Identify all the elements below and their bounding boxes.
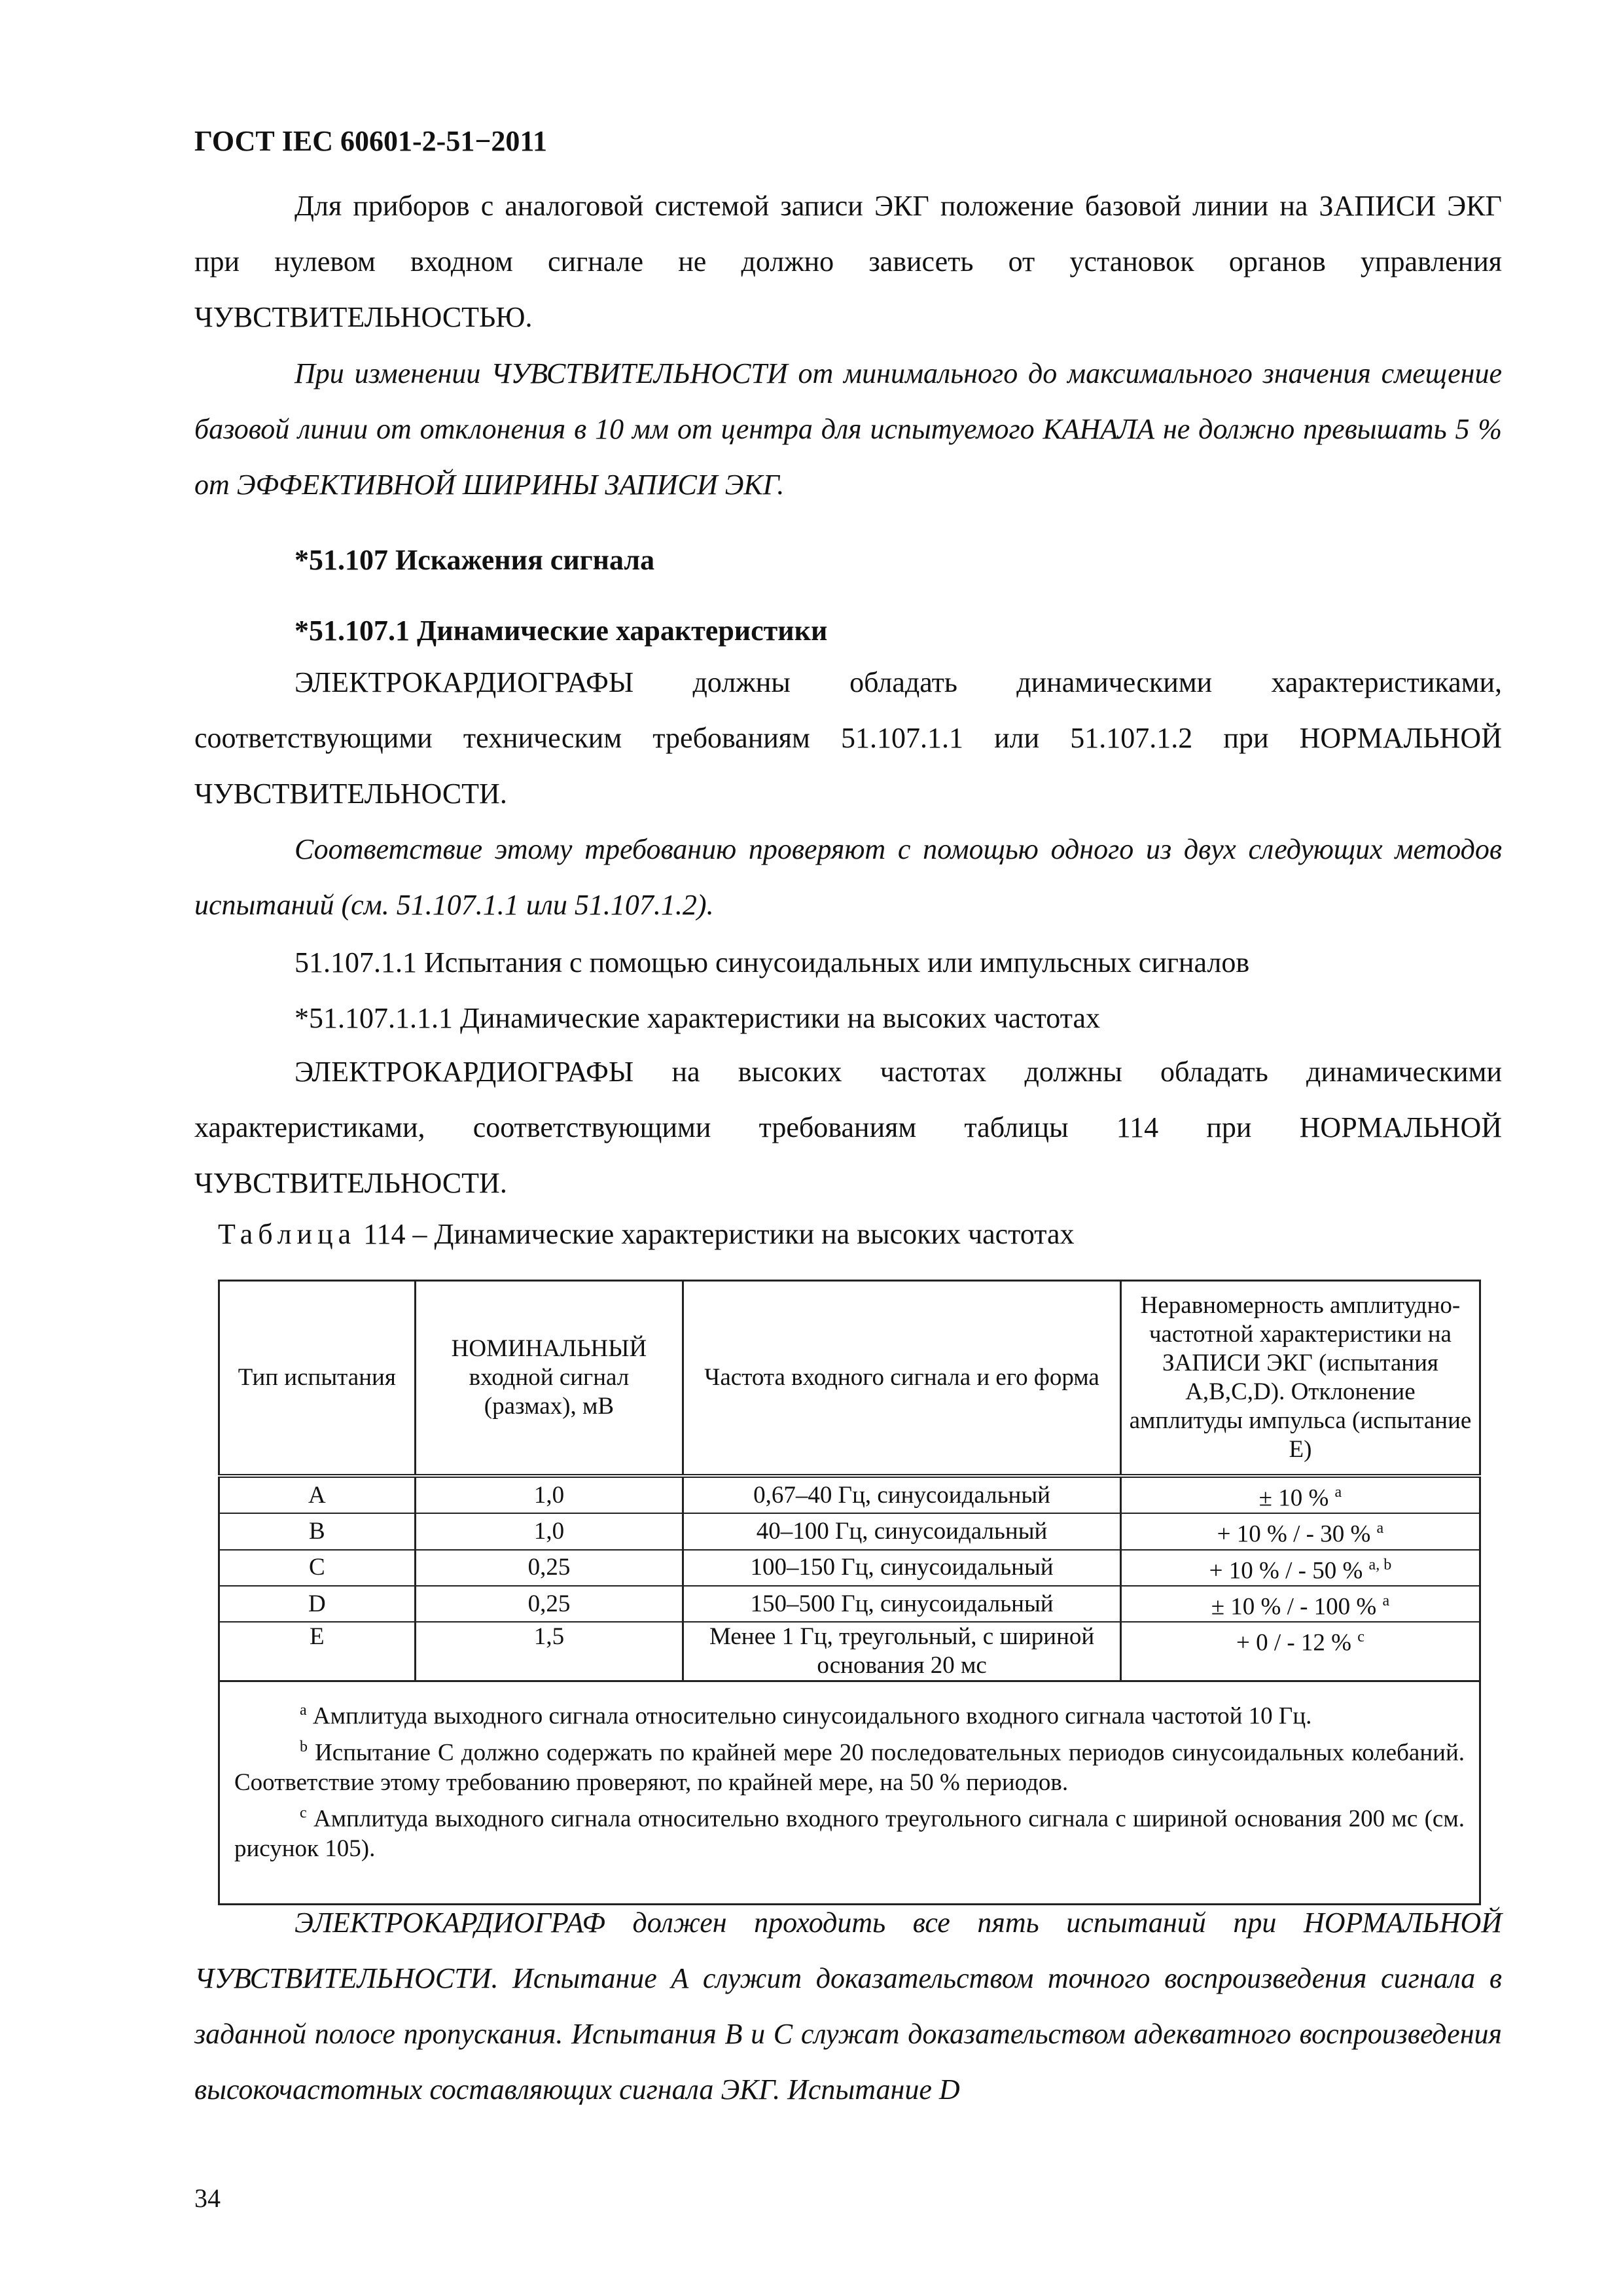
footnote-ref: a, b [1368,1556,1392,1573]
cell-frequency: 0,67–40 Гц, синусоидальный [683,1476,1121,1513]
header-nonuniformity: Неравномерность амплитудно-частотной характеристики на ЗАПИСИ ЭКГ (испытания А,В,С,D). Отклонение амплитуды импульса (испытание Е) [1120,1281,1480,1477]
table-notes [219,1681,1480,1905]
paragraph-high-frequency: ЭЛЕКТРОКАРДИОГРАФЫ на высоких частотах должны обладать динамическими характеристиками, соответствующими требованиям таблицы 114 при НОРМАЛЬНОЙ ЧУВСТВИТЕЛЬНОСТИ. [194,1056,1502,1199]
note-b [234,1732,1465,1798]
document-header: ГОСТ IEC 60601-2-51−2011 [194,125,547,157]
cell-type: D [219,1586,416,1622]
subsection-51-107-1-1: 51.107.1.1 Испытания с помощью синусоидальных или импульсных сигналов [294,946,1250,978]
cell-frequency: 150–500 Гц, синусоидальный [683,1586,1121,1622]
paragraph-five-tests: ЭЛЕКТРОКАРДИОГРАФ должен проходить все пять испытаний при НОРМАЛЬНОЙ ЧУВСТВИТЕЛЬНОСТИ. Испытание А служит доказательством точного воспроизведения сигнала в заданной полосе пропускания. Испытания В и С служат доказательством адекватного воспроизведения высокочастотных составляющих сигнала ЭКГ. Испытание D [194,1907,1502,2106]
footnote-ref: a [1382,1592,1390,1609]
cell-type: A [219,1476,416,1513]
subsection-51-107-1-1-1: *51.107.1.1.1 Динамические характеристики на высоких частотах [294,1002,1100,1034]
note-a-mark: a [300,1702,307,1719]
cell-frequency: Менее 1 Гц, треугольный, с шириной основания 20 мс [683,1622,1121,1681]
table-row [219,1622,1480,1681]
header-frequency: Частота входного сигнала и его форма [683,1281,1121,1477]
footnote-ref: a [1334,1484,1342,1501]
note-c [234,1798,1465,1864]
table-caption-word: Таблица [218,1218,357,1250]
cell-frequency: 40–100 Гц, синусоидальный [683,1513,1121,1549]
paragraph-baseline-test: При изменении ЧУВСТВИТЕЛЬНОСТИ от минимального до максимального значения смещение базовой линии от отклонения в 10 мм от центра для испытуемого КАНАЛА не должно превышать 5 % от ЭФФЕКТИВНОЙ ШИРИНЫ ЗАПИСИ ЭКГ. [194,357,1502,501]
section-heading-51-107: *51.107 Искажения сигнала [294,544,655,576]
deviation-value: + 0 / - 12 % [1236,1629,1351,1657]
deviation-value: ± 10 % [1258,1484,1329,1512]
footnote-ref: a [1376,1520,1384,1537]
cell-signal: 0,25 [415,1586,683,1622]
cell-type: C [219,1550,416,1586]
footnote-ref: c [1357,1628,1364,1646]
cell-frequency: 100–150 Гц, синусоидальный [683,1550,1121,1586]
cell-deviation [1120,1622,1480,1681]
table-row [219,1550,1480,1586]
header-test-type: Тип испытания [219,1281,416,1477]
cell-signal: 1,0 [415,1476,683,1513]
cell-type: B [219,1513,416,1549]
note-a-text: Амплитуда выходного сигнала относительно синусоидального входного сигнала частотой 10 Гц. [306,1702,1312,1730]
deviation-value: + 10 % / - 50 % [1209,1556,1363,1584]
table-caption [218,1217,1075,1251]
page-number: 34 [194,2183,221,2213]
cell-deviation [1120,1476,1480,1513]
cell-deviation [1120,1513,1480,1549]
table-notes-row [219,1681,1480,1905]
paragraph-compliance: Соответствие этому требованию проверяют с помощью одного из двух следующих методов испытаний (см. 51.107.1.1 или 51.107.1.2). [194,833,1502,921]
cell-signal: 1,0 [415,1513,683,1549]
cell-type: E [219,1622,416,1681]
header-nominal-signal: НОМИНАЛЬНЫЙ входной сигнал (размах), мВ [415,1281,683,1477]
paragraph-dynamic-requirements: ЭЛЕКТРОКАРДИОГРАФЫ должны обладать динамическими характеристиками, соответствующими техническим требованиям 51.107.1.1 или 51.107.1.2 при НОРМАЛЬНОЙ ЧУВСТВИТЕЛЬНОСТИ. [194,666,1502,810]
table-caption-text: 114 – Динамические характеристики на высоких частотах [356,1218,1075,1250]
table-row [219,1513,1480,1549]
table-row [219,1586,1480,1622]
cell-deviation [1120,1586,1480,1622]
note-c-text: Амплитуда выходного сигнала относительно входного треугольного сигнала с шириной основания 200 мс (см. рисунок 105). [234,1805,1465,1863]
paragraph-baseline: Для приборов с аналоговой системой записи ЭКГ положение базовой линии на ЗАПИСИ ЭКГ при нулевом входном сигнале не должно зависеть от установок органов управления ЧУВСТВИТЕЛЬНОСТЬЮ. [194,190,1502,333]
table-row [219,1476,1480,1513]
deviation-value: + 10 % / - 30 % [1217,1520,1371,1548]
cell-signal: 1,5 [415,1622,683,1681]
deviation-value: ± 10 % / - 100 % [1211,1593,1377,1621]
note-b-text: Испытание С должно содержать по крайней мере 20 последовательных периодов синусоидальных колебаний. Соответствие этому требованию проверяют, по крайней мере, на 50 % периодов. [234,1738,1465,1796]
note-a [234,1695,1465,1731]
note-b-mark: b [300,1738,308,1755]
cell-signal: 0,25 [415,1550,683,1586]
table-header-row [219,1281,1480,1477]
table-114 [218,1280,1481,1905]
note-c-mark: c [300,1804,307,1821]
cell-deviation [1120,1550,1480,1586]
section-heading-51-107-1: *51.107.1 Динамические характеристики [294,615,828,647]
